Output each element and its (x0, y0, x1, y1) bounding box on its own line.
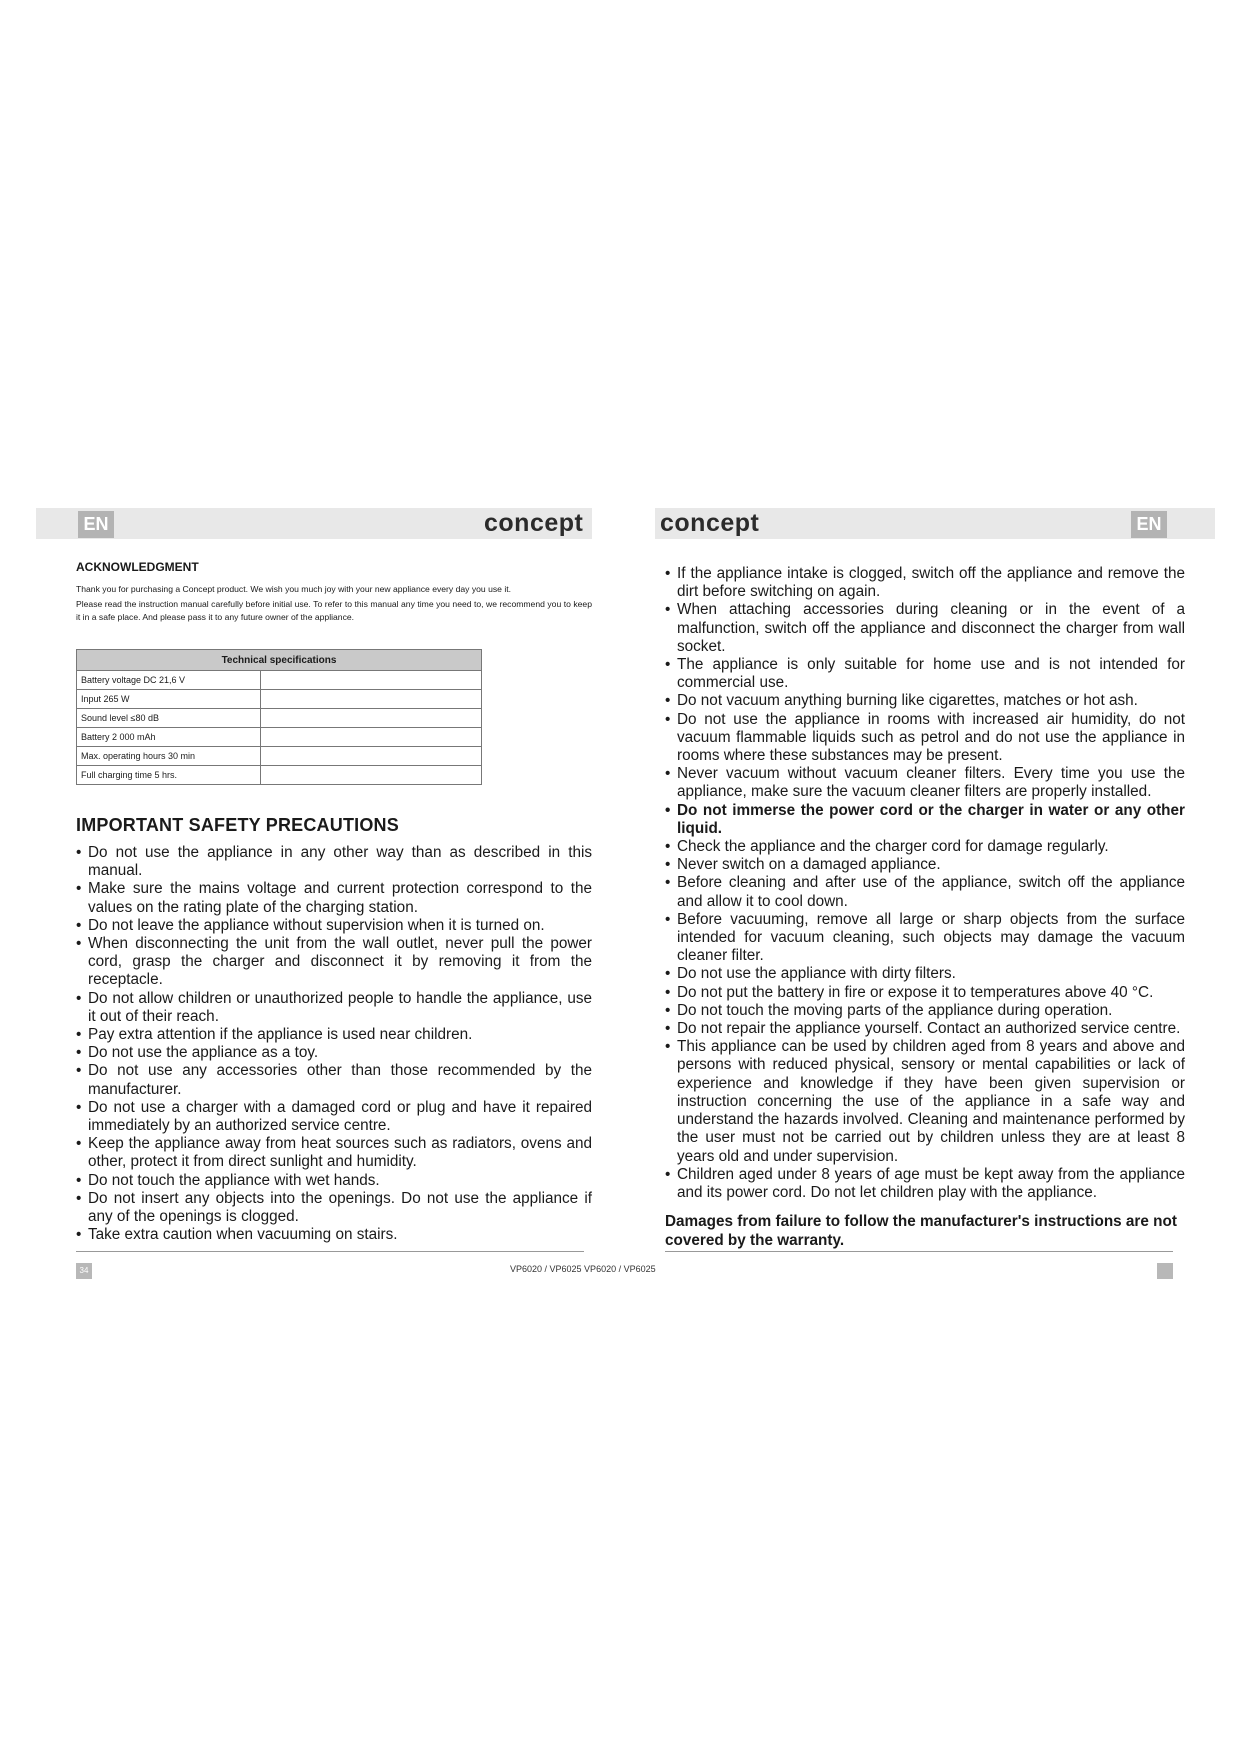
acknowledgment-paragraph-1: Thank you for purchasing a Concept product. We wish you much joy with your new appliance every day you use it. (76, 584, 512, 594)
footer-divider-left (76, 1251, 584, 1252)
list-item: • Do not vacuum anything burning like cigarettes, matches or hot ash. (665, 692, 1185, 710)
spec-value (261, 766, 482, 785)
list-item: • Before cleaning and after use of the appliance, switch off the appliance and allow it to cool down. (665, 874, 1185, 910)
list-item: • Do not use a charger with a damaged cord or plug and have it repaired immediately by an authorized service centre. (76, 1099, 592, 1135)
safety-title: IMPORTANT SAFETY PRECAUTIONS (76, 815, 399, 835)
list-item: • Before vacuuming, remove all large or sharp objects from the surface intended for vacuum cleaning, such objects may damage the vacuum cleaner filter. (665, 911, 1185, 966)
spec-value (261, 747, 482, 766)
page-number-left: 34 (76, 1263, 92, 1279)
list-item: • Pay extra attention if the appliance is used near children. (76, 1026, 592, 1044)
list-item: • Never vacuum without vacuum cleaner filters. Every time you use the appliance, make sure the vacuum cleaner filters are properly installed. (665, 765, 1185, 801)
list-item: • Do not touch the appliance with wet hands. (76, 1172, 592, 1190)
list-item: • Keep the appliance away from heat sources such as radiators, ovens and other, protect it from direct sunlight and humidity. (76, 1135, 592, 1171)
list-item: • This appliance can be used by children aged from 8 years and above and persons with reduced physical, sensory or mental capabilities or lack of experience and knowledge if they have been given supervision or instruction concerning the use of the appliance in a safe way and understand the hazards involved. Cleaning and maintenance performed by the user must not be carried out by children unless they are at least 8 years old and under supervision. (665, 1038, 1185, 1165)
spec-table (76, 649, 482, 785)
spec-row (77, 690, 482, 709)
list-item: • Do not put the battery in fire or expose it to temperatures above 40 °C. (665, 984, 1185, 1002)
list-item: • Do not use the appliance as a toy. (76, 1044, 592, 1062)
brand-logo-left: concept (484, 509, 584, 537)
spec-label: Battery voltage DC 21,6 V (77, 671, 261, 690)
list-item: • Do not use the appliance with dirty filters. (665, 965, 1185, 983)
spec-value (261, 671, 482, 690)
list-item: • Make sure the mains voltage and current protection correspond to the values on the rating plate of the charging station. (76, 880, 592, 916)
list-item: • The appliance is only suitable for home use and is not intended for commercial use. (665, 656, 1185, 692)
spec-label: Max. operating hours 30 min (77, 747, 261, 766)
spec-label: Sound level ≤80 dB (77, 709, 261, 728)
spec-row (77, 766, 482, 785)
spec-label: Full charging time 5 hrs. (77, 766, 261, 785)
acknowledgment-title: ACKNOWLEDGMENT (76, 560, 199, 574)
list-item: • Never switch on a damaged appliance. (665, 856, 1185, 874)
spec-value (261, 728, 482, 747)
language-badge-right: EN (1131, 511, 1167, 538)
list-item: • Do not leave the appliance without supervision when it is turned on. (76, 917, 592, 935)
list-item-emphasis: • Do not immerse the power cord or the charger in water or any other liquid. (665, 802, 1185, 838)
spec-row (77, 728, 482, 747)
acknowledgment-paragraph-2: Please read the instruction manual carefully before initial use. To refer to this manual any time you need to, we recommend you to keep it in a safe place. And please pass it to any future owner of the appliance. (76, 599, 592, 622)
page-number-right (1157, 1263, 1173, 1279)
right-page-content (665, 565, 1185, 1250)
spec-row (77, 709, 482, 728)
list-item: • When disconnecting the unit from the wall outlet, never pull the power cord, grasp the charger and disconnect it by removing it from the receptacle. (76, 935, 592, 990)
list-item: • Do not repair the appliance yourself. Contact an authorized service centre. (665, 1020, 1185, 1038)
spec-row (77, 671, 482, 690)
list-item: • If the appliance intake is clogged, switch off the appliance and remove the dirt before switching on again. (665, 565, 1185, 601)
spec-value (261, 690, 482, 709)
spec-label: Input 265 W (77, 690, 261, 709)
spec-table-title: Technical specifications (77, 650, 482, 671)
spec-label: Battery 2 000 mAh (77, 728, 261, 747)
list-item: • Do not allow children or unauthorized people to handle the appliance, use it out of their reach. (76, 990, 592, 1026)
safety-list-left (76, 844, 592, 1244)
safety-list-right (665, 565, 1185, 1202)
list-item: • Do not insert any objects into the openings. Do not use the appliance if any of the openings is clogged. (76, 1190, 592, 1226)
list-item: • Do not touch the moving parts of the appliance during operation. (665, 1002, 1185, 1020)
list-item: • Check the appliance and the charger cord for damage regularly. (665, 838, 1185, 856)
list-item: • When attaching accessories during cleaning or in the event of a malfunction, switch off the appliance and disconnect the charger from wall socket. (665, 601, 1185, 656)
brand-logo-right: concept (660, 509, 760, 537)
warranty-note: Damages from failure to follow the manufacturer's instructions are not covered by the warranty. (665, 1213, 1177, 1250)
spec-value (261, 709, 482, 728)
footer-divider-right (665, 1251, 1173, 1252)
list-item: • Take extra caution when vacuuming on stairs. (76, 1226, 592, 1244)
left-page-content (76, 560, 592, 1244)
list-item: • Do not use the appliance in any other way than as described in this manual. (76, 844, 592, 880)
list-item: • Children aged under 8 years of age must be kept away from the appliance and its power cord. Do not let children play with the appliance. (665, 1166, 1185, 1202)
language-badge-left: EN (78, 511, 114, 538)
list-item: • Do not use any accessories other than those recommended by the manufacturer. (76, 1062, 592, 1098)
list-item: • Do not use the appliance in rooms with increased air humidity, do not vacuum flammable liquids such as petrol and do not use the appliance in rooms where these substances may be present. (665, 711, 1185, 766)
model-label: VP6020 / VP6025 VP6020 / VP6025 (510, 1264, 656, 1274)
spec-row (77, 747, 482, 766)
